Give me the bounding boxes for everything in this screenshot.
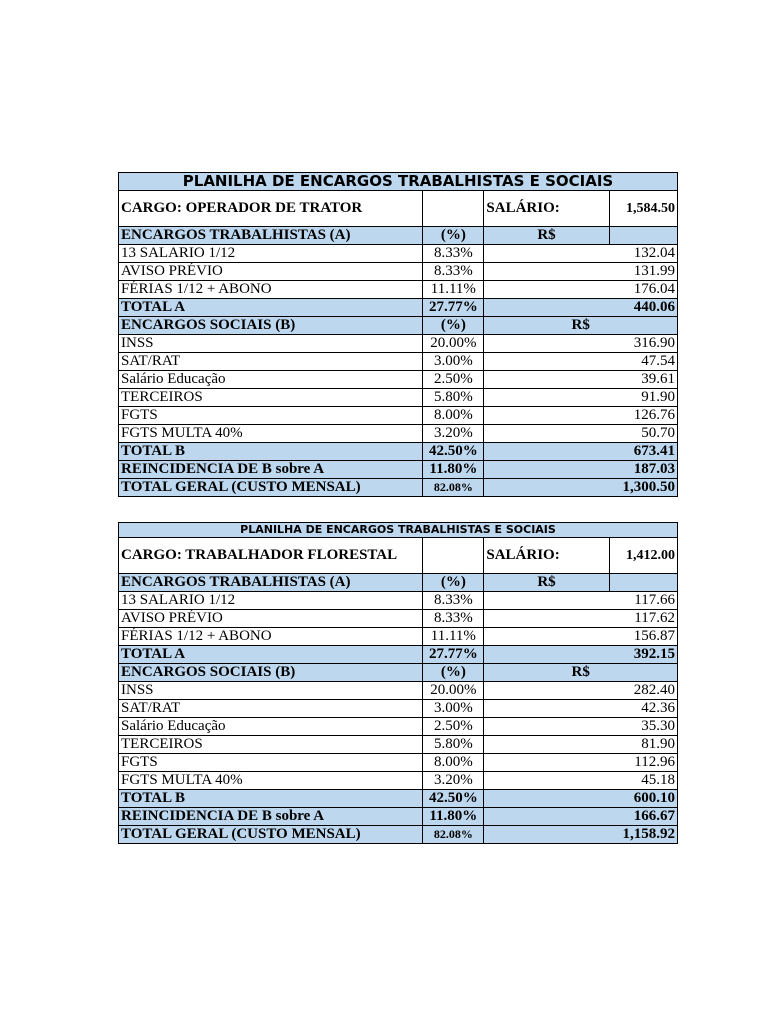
total-b-row <box>119 790 678 808</box>
header-pct: (%) <box>423 317 484 335</box>
row-label: 13 SALARIO 1/12 <box>119 592 423 610</box>
reincidencia-value: 187.03 <box>484 461 678 479</box>
sociais-header-row <box>119 664 678 682</box>
total-b-label: TOTAL B <box>119 790 423 808</box>
total-geral-pct: 82.08% <box>423 826 484 844</box>
total-b-label: TOTAL B <box>119 443 423 461</box>
row-pct: 3.00% <box>423 353 484 371</box>
salario-label: SALÁRIO: <box>484 191 609 227</box>
header-val: R$ <box>484 574 609 592</box>
row-label: FÉRIAS 1/12 + ABONO <box>119 628 423 646</box>
row-label: SAT/RAT <box>119 700 423 718</box>
header-val: R$ <box>484 317 678 335</box>
row-label: TERCEIROS <box>119 736 423 754</box>
encargos-table-operador-trator <box>118 172 678 497</box>
total-a-value: 440.06 <box>484 299 678 317</box>
row-value: 126.76 <box>484 407 678 425</box>
row-value: 131.99 <box>484 263 678 281</box>
row-value: 282.40 <box>484 682 678 700</box>
header-pct: (%) <box>423 574 484 592</box>
row-label: INSS <box>119 335 423 353</box>
reincidencia-pct: 11.80% <box>423 808 484 826</box>
trabalhistas-header-row <box>119 574 678 592</box>
salario-value: 1,412.00 <box>609 538 677 574</box>
total-geral-value: 1,158.92 <box>484 826 678 844</box>
row-value: 42.36 <box>484 700 678 718</box>
cargo-label: CARGO: TRABALHADOR FLORESTAL <box>119 538 423 574</box>
row-pct: 5.80% <box>423 389 484 407</box>
row-label: FGTS MULTA 40% <box>119 772 423 790</box>
total-a-value: 392.15 <box>484 646 678 664</box>
total-b-pct: 42.50% <box>423 790 484 808</box>
table-row <box>119 610 678 628</box>
cargo-empty-cell <box>423 191 484 227</box>
row-label: Salário Educação <box>119 718 423 736</box>
table-row <box>119 718 678 736</box>
table-row <box>119 772 678 790</box>
header-val: R$ <box>484 664 678 682</box>
row-label: FGTS <box>119 754 423 772</box>
row-pct: 8.33% <box>423 592 484 610</box>
header-label: ENCARGOS SOCIAIS (B) <box>119 664 423 682</box>
row-value: 39.61 <box>484 371 678 389</box>
row-label: AVISO PRÉVIO <box>119 610 423 628</box>
total-b-value: 673.41 <box>484 443 678 461</box>
row-label: TERCEIROS <box>119 389 423 407</box>
total-b-row <box>119 443 678 461</box>
table-row <box>119 592 678 610</box>
reincidencia-label: REINCIDENCIA DE B sobre A <box>119 461 423 479</box>
row-pct: 5.80% <box>423 736 484 754</box>
encargos-table-trabalhador-florestal <box>118 522 678 844</box>
header-label: ENCARGOS SOCIAIS (B) <box>119 317 423 335</box>
table-row <box>119 682 678 700</box>
total-geral-label: TOTAL GERAL (CUSTO MENSAL) <box>119 479 423 497</box>
row-value: 316.90 <box>484 335 678 353</box>
row-pct: 2.50% <box>423 718 484 736</box>
row-value: 156.87 <box>484 628 678 646</box>
table-row <box>119 353 678 371</box>
row-value: 45.18 <box>484 772 678 790</box>
table-row <box>119 407 678 425</box>
header-label: ENCARGOS TRABALHISTAS (A) <box>119 227 423 245</box>
row-value: 47.54 <box>484 353 678 371</box>
salario-value: 1,584.50 <box>609 191 677 227</box>
row-value: 91.90 <box>484 389 678 407</box>
header-empty-cell <box>609 227 677 245</box>
table-row <box>119 628 678 646</box>
row-value: 176.04 <box>484 281 678 299</box>
title-row <box>119 523 678 538</box>
cargo-label: CARGO: OPERADOR DE TRATOR <box>119 191 423 227</box>
row-label: SAT/RAT <box>119 353 423 371</box>
row-pct: 11.11% <box>423 628 484 646</box>
row-value: 50.70 <box>484 425 678 443</box>
row-pct: 8.33% <box>423 263 484 281</box>
row-label: AVISO PRÉVIO <box>119 263 423 281</box>
row-label: 13 SALARIO 1/12 <box>119 245 423 263</box>
total-a-row <box>119 299 678 317</box>
table-row <box>119 281 678 299</box>
row-value: 117.66 <box>484 592 678 610</box>
row-pct: 8.00% <box>423 754 484 772</box>
reincidencia-value: 166.67 <box>484 808 678 826</box>
header-label: ENCARGOS TRABALHISTAS (A) <box>119 574 423 592</box>
table-row <box>119 245 678 263</box>
header-pct: (%) <box>423 227 484 245</box>
total-a-pct: 27.77% <box>423 299 484 317</box>
header-pct: (%) <box>423 664 484 682</box>
row-label: FGTS MULTA 40% <box>119 425 423 443</box>
total-a-label: TOTAL A <box>119 299 423 317</box>
table-row <box>119 371 678 389</box>
row-pct: 11.11% <box>423 281 484 299</box>
row-label: FÉRIAS 1/12 + ABONO <box>119 281 423 299</box>
cargo-empty-cell <box>423 538 484 574</box>
reincidencia-row <box>119 461 678 479</box>
row-value: 35.30 <box>484 718 678 736</box>
sheet-title: PLANILHA DE ENCARGOS TRABALHISTAS E SOCIAIS <box>119 523 678 538</box>
sociais-header-row <box>119 317 678 335</box>
table-row <box>119 263 678 281</box>
total-geral-row <box>119 826 678 844</box>
cargo-row <box>119 191 678 227</box>
row-label: Salário Educação <box>119 371 423 389</box>
row-label: FGTS <box>119 407 423 425</box>
header-empty-cell <box>609 574 677 592</box>
title-row <box>119 173 678 191</box>
sheet-title: PLANILHA DE ENCARGOS TRABALHISTAS E SOCIAIS <box>119 173 678 191</box>
row-pct: 8.00% <box>423 407 484 425</box>
row-value: 117.62 <box>484 610 678 628</box>
row-pct: 20.00% <box>423 682 484 700</box>
trabalhistas-header-row <box>119 227 678 245</box>
table-row <box>119 700 678 718</box>
row-pct: 3.20% <box>423 772 484 790</box>
header-val: R$ <box>484 227 609 245</box>
total-a-row <box>119 646 678 664</box>
row-pct: 3.20% <box>423 425 484 443</box>
salario-label: SALÁRIO: <box>484 538 609 574</box>
table-row <box>119 389 678 407</box>
reincidencia-pct: 11.80% <box>423 461 484 479</box>
total-geral-label: TOTAL GERAL (CUSTO MENSAL) <box>119 826 423 844</box>
row-value: 132.04 <box>484 245 678 263</box>
total-b-value: 600.10 <box>484 790 678 808</box>
row-pct: 20.00% <box>423 335 484 353</box>
total-geral-pct: 82.08% <box>423 479 484 497</box>
table-row <box>119 335 678 353</box>
row-pct: 8.33% <box>423 610 484 628</box>
reincidencia-label: REINCIDENCIA DE B sobre A <box>119 808 423 826</box>
row-value: 81.90 <box>484 736 678 754</box>
total-a-label: TOTAL A <box>119 646 423 664</box>
row-pct: 2.50% <box>423 371 484 389</box>
total-a-pct: 27.77% <box>423 646 484 664</box>
table-row <box>119 754 678 772</box>
total-geral-row <box>119 479 678 497</box>
row-value: 112.96 <box>484 754 678 772</box>
row-pct: 8.33% <box>423 245 484 263</box>
row-pct: 3.00% <box>423 700 484 718</box>
table-row <box>119 736 678 754</box>
total-geral-value: 1,300.50 <box>484 479 678 497</box>
table-row <box>119 425 678 443</box>
reincidencia-row <box>119 808 678 826</box>
cargo-row <box>119 538 678 574</box>
total-b-pct: 42.50% <box>423 443 484 461</box>
row-label: INSS <box>119 682 423 700</box>
